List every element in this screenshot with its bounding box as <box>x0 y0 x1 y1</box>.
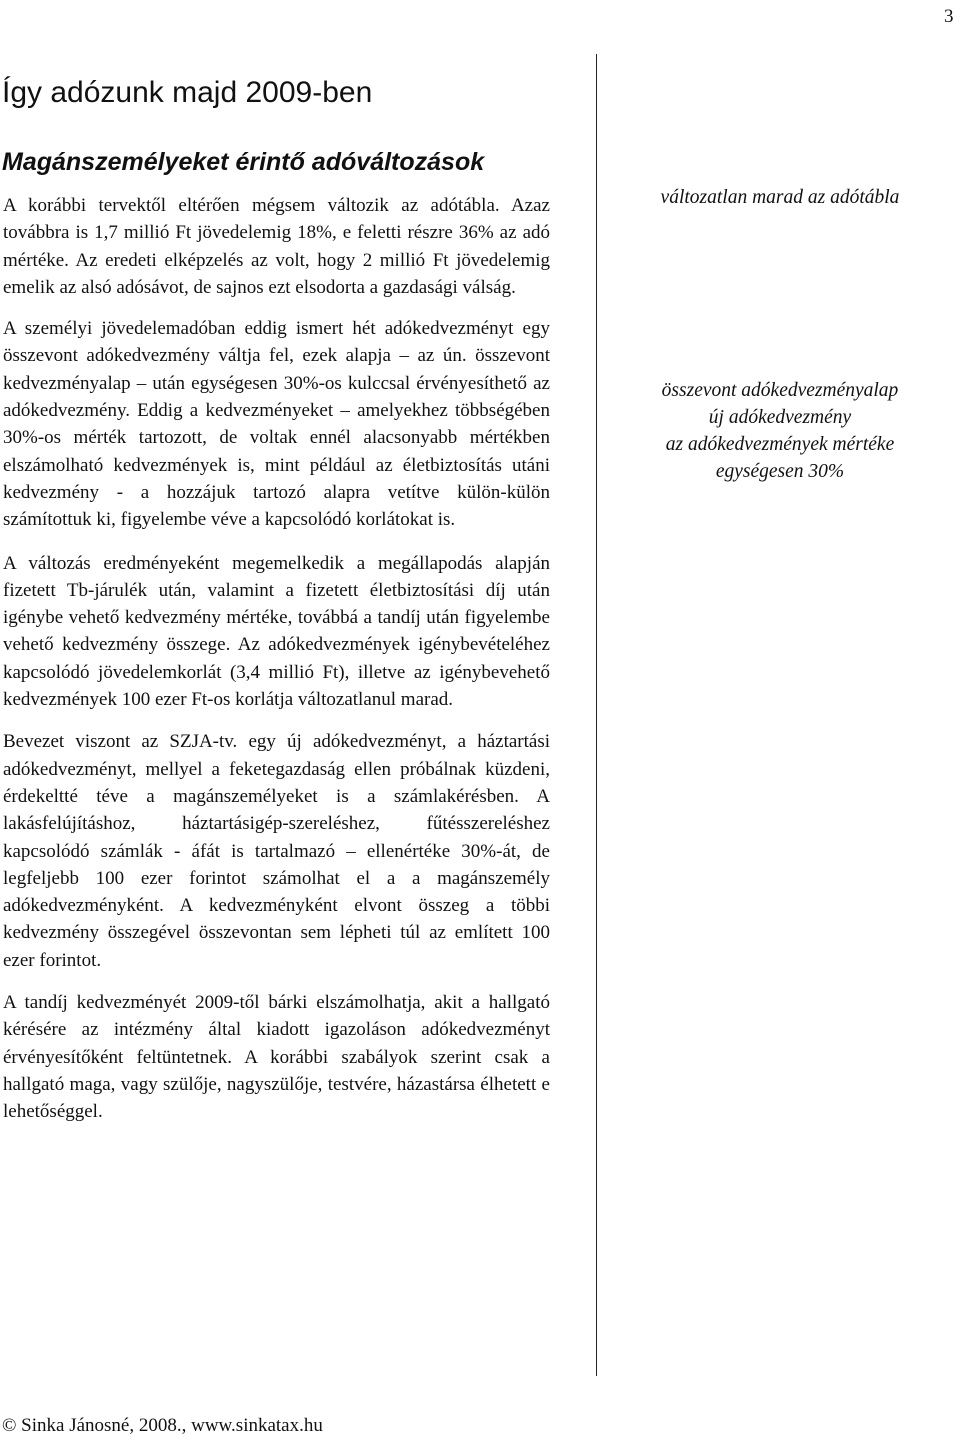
margin-note-line: új adókedvezmény <box>708 407 852 428</box>
paragraph-tuition-allowance: A tandíj kedvezményét 2009-től bárki elszámolhatja, akit a hallgató kérésére az intézmény által kiadott igazoláson adókedvezményt érvényesítőként feltüntetnek. A korábbi szabályok szerint csak a hallgató maga, vagy szülője, nagyszülője, testvére, házastársa élhetett e lehetőséggel. <box>3 992 550 1123</box>
footer-copyright: © Sinka Jánosné, 2008., www.sinkatax.hu <box>2 1415 323 1436</box>
paragraph-household-allowance: Bevezet viszont az SZJA-tv. egy új adókedvezményt, a háztartási adókedvezményt, mellyel a feketegazdaság ellen próbálnak küzdeni, érdekeltté téve a magánszemélyeket is a számlakérésben. A lakásfelújításhoz, háztartásigép-szereléshez, fűtésszereléshez kapcsolódó számlák - áfát is tartalmazó – ellenértéke 30%-át, de legfeljebb 100 ezer forintot számolhat el a a magánszemély adókedvezményként. A kedvezményként elvont összeg a többi kedvezmény összegével összevontan sem lépheti túl az említett 100 ezer forintot. <box>3 731 550 971</box>
paragraph-tax-table: A korábbi tervektől eltérően mégsem változik az adótábla. Azaz továbbra is 1,7 millió Ft jövedelemig 18%, e feletti részre 36% az adó mértéke. Az eredeti elképzelés az volt, hogy 2 millió Ft jövedelemig emelik az alsó adósávot, de sajnos ezt elsodorta a gazdasági válság. <box>3 195 550 298</box>
margin-note-line: az adókedvezmények mértéke <box>665 434 895 455</box>
document-title: Így adózunk majd 2009-ben <box>2 76 373 109</box>
margin-note-line: egységesen 30% <box>715 461 845 482</box>
margin-note-allowances <box>600 377 960 485</box>
page-number: 3 <box>944 6 954 27</box>
column-divider <box>596 54 597 1376</box>
main-text-column <box>3 192 550 1126</box>
margin-note-line: összevont adókedvezményalap <box>661 380 899 401</box>
margin-note-line: változatlan marad az adótábla <box>660 187 900 208</box>
paragraph-combined-allowance: A személyi jövedelemadóban eddig ismert hét adókedvezményt egy összevont adókedvezmény váltja fel, ezek alapja – az ún. összevont kedvezményalap – után egységesen 30%-os kulccsal érvényesíthető az adókedvezmény. Eddig a kedvezményeket – amelyekhez többségében 30%-os mérték tartozott, de voltak ennél alacsonyabb mértékben elszámolható kedvezmények is, mint például az életbiztosítás utáni kedvezmény - a hozzájuk tartozó alapra vetítve külön-külön számítottuk ki, figyelembe véve a kapcsolódó korlátokat is. <box>3 318 550 531</box>
section-title: Magánszemélyeket érintő adóváltozások <box>2 148 485 176</box>
paragraph-change-result: A változás eredményeként megemelkedik a megállapodás alapján fizetett Tb-járulék után, valamint a fizetett életbiztosítási díj után igénybe vehető kedvezmény mértéke, továbbá a tandíj után figyelembe vehető kedvezmény összege. Az adókedvezmények igénybevételéhez kapcsolódó jövedelemkorlát (3,4 millió Ft), illetve az igénybevehető kedvezmények 100 ezer Ft-os korlátja változatlanul marad. <box>3 552 550 711</box>
margin-note-tax-table <box>600 184 960 211</box>
